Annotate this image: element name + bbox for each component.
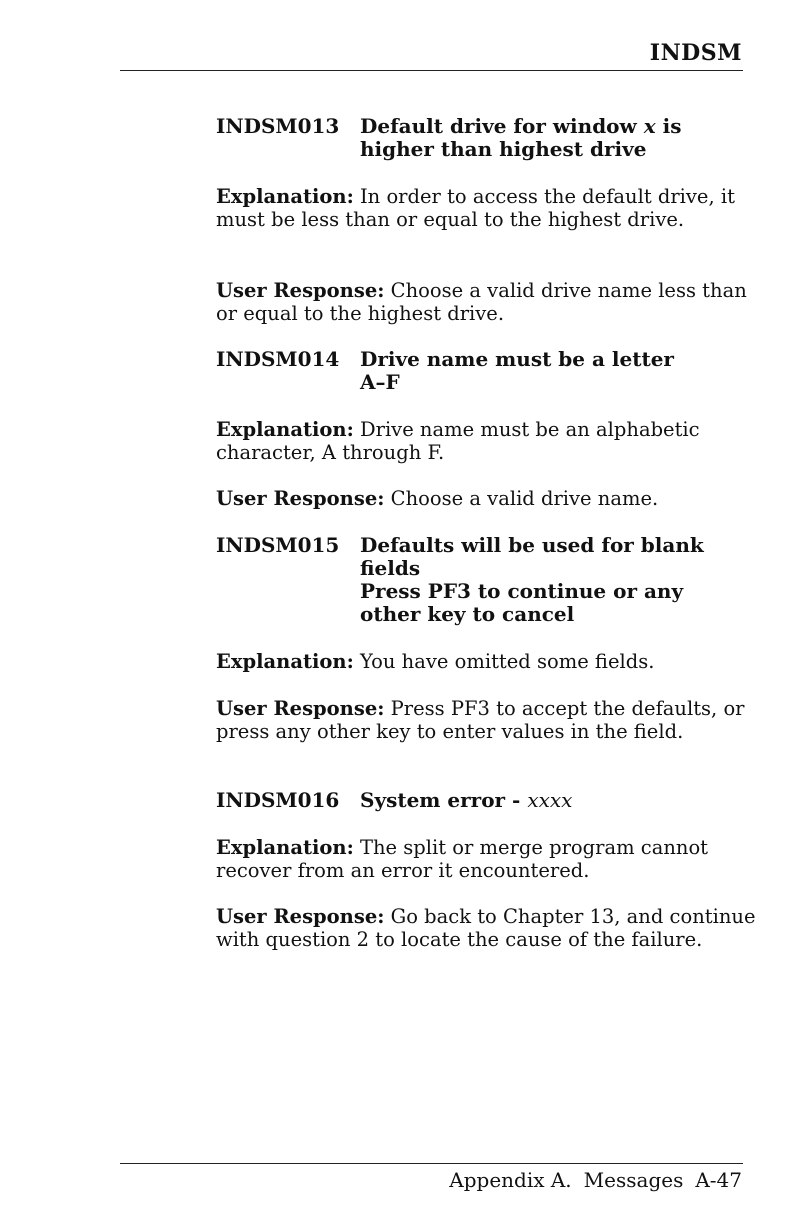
message-id: INDSM014: [216, 347, 340, 371]
response-paragraph: User Response: Go back to Chapter 13, and continue with question 2 to locate the cause of the failure.: [216, 905, 756, 951]
message-title: Defaults will be used for blank fields Press PF3 to continue or any other key to cancel: [360, 533, 704, 626]
explanation-paragraph: Explanation: The split or merge program cannot recover from an error it encountered.: [216, 836, 709, 882]
footer-chapter: Messages: [583, 1168, 684, 1192]
message-title: Default drive for window x is higher than highest drive: [360, 114, 682, 161]
response-paragraph: User Response: Choose a valid drive name.: [216, 487, 659, 510]
footer-section: Appendix A.: [449, 1168, 572, 1192]
message-id: INDSM015: [216, 533, 340, 557]
footer-page-number: A-47: [695, 1168, 742, 1192]
footer-rule: [120, 1163, 743, 1164]
page-footer: [449, 1168, 742, 1192]
message-heading: [216, 534, 756, 626]
explanation-paragraph: Explanation: You have omitted some fields.: [216, 650, 655, 673]
message-title: Drive name must be a letter A–F: [360, 347, 674, 394]
message-title: System error - xxxx: [360, 788, 573, 812]
header-rule: [120, 70, 743, 71]
page-header-title: INDSM: [649, 40, 742, 66]
message-heading: [216, 789, 756, 812]
response-paragraph: User Response: Choose a valid drive name less than or equal to the highest drive.: [216, 279, 747, 325]
explanation-paragraph: Explanation: Drive name must be an alphabetic character, A through F.: [216, 418, 700, 464]
message-id: INDSM016: [216, 788, 340, 812]
message-heading: [216, 115, 756, 161]
message-id: INDSM013: [216, 114, 340, 138]
message-heading: [216, 348, 756, 394]
response-paragraph: User Response: Press PF3 to accept the defaults, or press any other key to enter values in the field.: [216, 697, 745, 743]
explanation-paragraph: Explanation: In order to access the default drive, it must be less than or equal to the highest drive.: [216, 185, 735, 231]
